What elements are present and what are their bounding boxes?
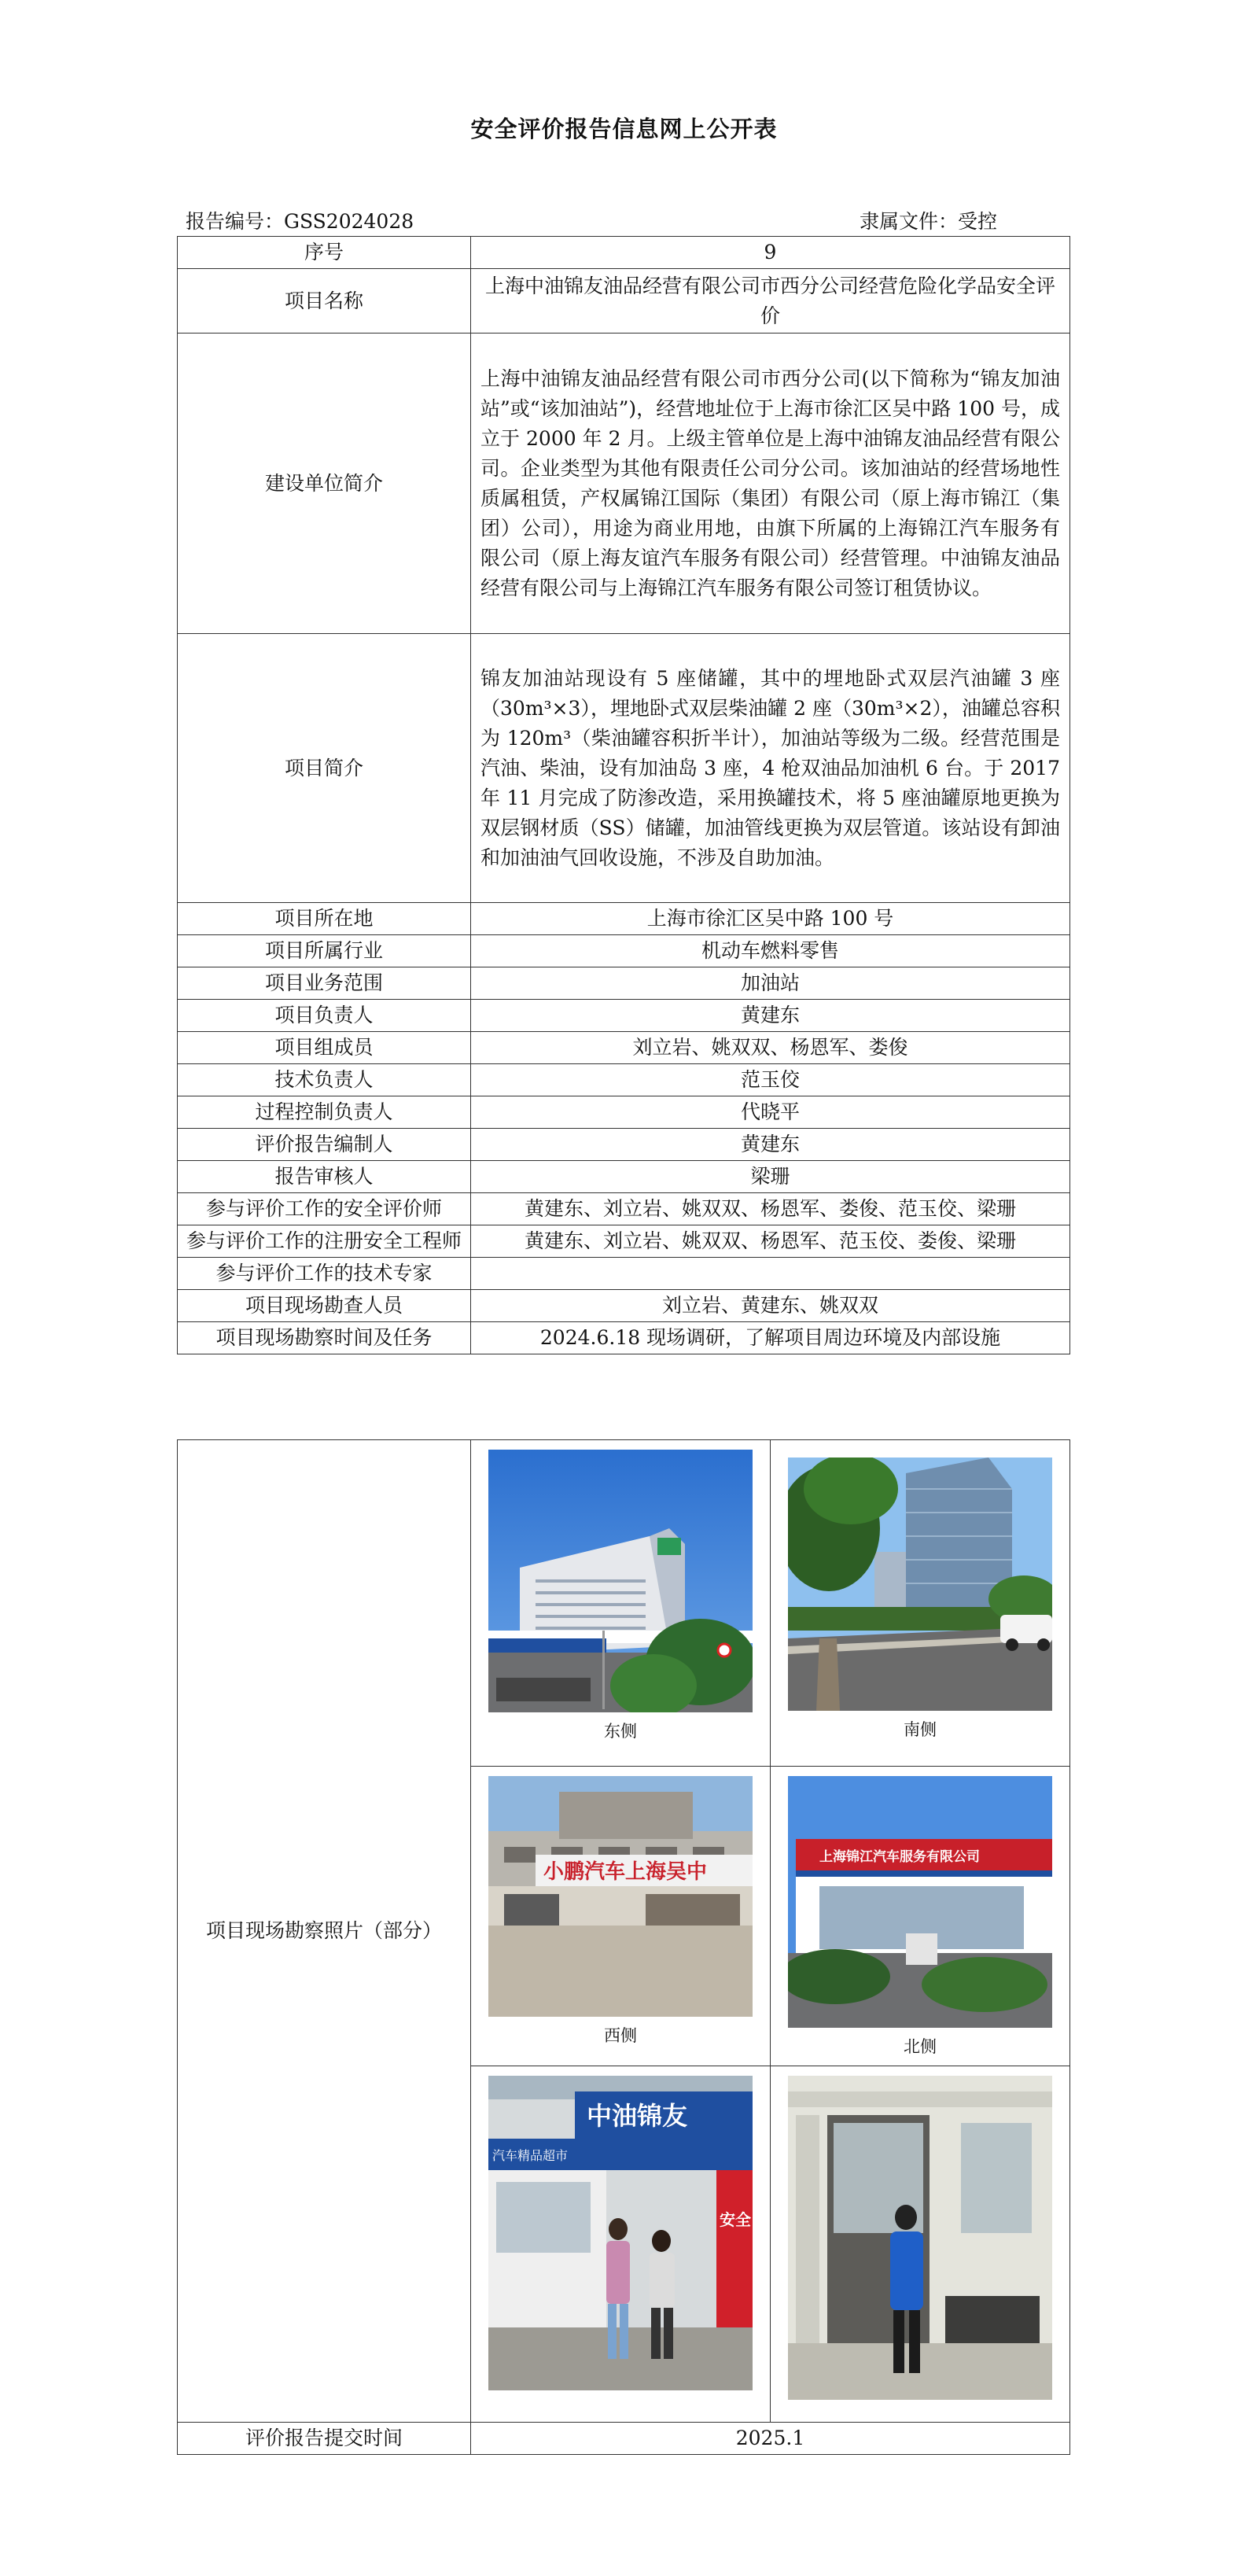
page-title: 安全评价报告信息网上公开表 <box>470 116 778 142</box>
table-row <box>178 1096 1070 1129</box>
west-photo-image <box>488 1776 753 2017</box>
row-label: 评价报告提交时间 <box>178 2423 471 2455</box>
row-value: 机动车燃料零售 <box>471 935 1070 967</box>
row-value: 上海市徐汇区吴中路 100 号 <box>471 903 1070 935</box>
row-label: 项目现场勘察时间及任务 <box>178 1322 471 1354</box>
info-table <box>177 236 1070 1354</box>
safety-sign-text: 安全 <box>720 2210 751 2229</box>
row-value: 2024.6.18 现场调研，了解项目周边环境及内部设施 <box>471 1322 1070 1354</box>
east-photo-image <box>488 1450 753 1712</box>
report-number: 报告编号：GSS2024028 <box>186 210 414 233</box>
row-value: 范玉佼 <box>471 1064 1070 1096</box>
submit-time-value: 2025.1 <box>471 2423 1070 2455</box>
row-value: 加油站 <box>471 967 1070 1000</box>
table-row <box>178 269 1070 334</box>
row-value: 代晓平 <box>471 1096 1070 1129</box>
file-status: 隶属文件：受控 <box>860 210 998 233</box>
row-label: 项目所属行业 <box>178 935 471 967</box>
row-value: 黄建东 <box>471 1129 1070 1161</box>
row-label: 建设单位简介 <box>178 334 471 634</box>
row-label: 序号 <box>178 237 471 269</box>
table-row <box>178 1032 1070 1064</box>
row-value: 黄建东 <box>471 1000 1070 1032</box>
table-row <box>178 1161 1070 1193</box>
row-label: 项目简介 <box>178 634 471 903</box>
north-sign-text: 上海锦江汽车服务有限公司 <box>819 1849 980 1865</box>
row-value: 9 <box>471 237 1070 269</box>
table-row <box>178 1064 1070 1096</box>
north-photo-image <box>788 1776 1052 2028</box>
photo-cell-se <box>771 2066 1070 2423</box>
row-label: 过程控制负责人 <box>178 1096 471 1129</box>
table-row <box>178 2423 1070 2455</box>
table-row <box>178 1322 1070 1354</box>
staff-photo-2 <box>788 2076 1052 2400</box>
row-value: 黄建东、刘立岩、姚双双、杨恩军、娄俊、范玉佼、梁珊 <box>471 1193 1070 1225</box>
row-label: 项目组成员 <box>178 1032 471 1064</box>
photo-table <box>177 1439 1070 2455</box>
photo-row <box>178 1440 1070 1767</box>
table-row <box>178 1258 1070 1290</box>
table-row <box>178 1129 1070 1161</box>
row-label: 技术负责人 <box>178 1064 471 1096</box>
row-label: 项目现场勘查人员 <box>178 1290 471 1322</box>
row-label: 参与评价工作的技术专家 <box>178 1258 471 1290</box>
row-label: 参与评价工作的注册安全工程师 <box>178 1225 471 1258</box>
table-row <box>178 1225 1070 1258</box>
south-photo-image <box>788 1458 1052 1711</box>
project-intro-value: 锦友加油站现设有 5 座储罐，其中的埋地卧式双层汽油罐 3 座（30m³×3），埋地卧式双层柴油罐 2 座（30m³×2），油罐总容积为 120m³（柴油罐容积折半计），加油站等级为二级。经营范围是汽油、柴油，设有加油岛 3 座，4 枪双油品加油机 6 台。于 2017 年 11 月完成了防渗改造，采用换罐技术，将 5 座油罐原地更换为双层钢材质（SS）储罐，加油管线更换为双层管道。该站设有卸油和加油油气回收设施，不涉及自助加油。 <box>471 634 1070 903</box>
photo-caption-east: 东侧 <box>604 1722 637 1741</box>
staff-photo-2-image <box>788 2076 1052 2400</box>
table-row <box>178 903 1070 935</box>
photo-cell-north <box>771 1767 1070 2066</box>
row-label: 参与评价工作的安全评价师 <box>178 1193 471 1225</box>
table-row <box>178 237 1070 269</box>
table-row <box>178 1193 1070 1225</box>
row-label: 项目负责人 <box>178 1000 471 1032</box>
table-row <box>178 935 1070 967</box>
table-row <box>178 967 1070 1000</box>
project-name-value: 上海中油锦友油品经营有限公司市西分公司经营危险化学品安全评价 <box>471 269 1070 334</box>
staff-sign-text: 中油锦友 <box>587 2101 688 2131</box>
photo-caption-north: 北侧 <box>904 2037 937 2056</box>
photo-caption-south: 南侧 <box>904 1720 937 1739</box>
row-label: 项目业务范围 <box>178 967 471 1000</box>
photo-cell-south <box>771 1440 1070 1767</box>
east-photo <box>488 1450 753 1712</box>
row-value: 梁珊 <box>471 1161 1070 1193</box>
table-row <box>178 1000 1070 1032</box>
photo-cell-sw <box>471 2066 771 2423</box>
south-photo <box>788 1458 1052 1711</box>
unit-intro-value: 上海中油锦友油品经营有限公司市西分公司(以下简称为“锦友加油站”或“该加油站”)，经营地址位于上海市徐汇区吴中路 100 号，成立于 2000 年 2 月。上级主管单位是上海中油锦友油品经营有限公司。企业类型为其他有限责任公司分公司。该加油站的经营场地性质属租赁，产权属锦江国际（集团）有限公司（原上海市锦江（集团）公司），用途为商业用地，由旗下所属的上海锦江汽车服务有限公司（原上海友谊汽车服务有限公司）经营管理。中油锦友油品经营有限公司与上海锦江汽车服务有限公司签订租赁协议。 <box>471 334 1070 634</box>
photos-label: 项目现场勘察照片（部分） <box>178 1440 471 2423</box>
table-row <box>178 334 1070 634</box>
table-row <box>178 1290 1070 1322</box>
row-label: 项目名称 <box>178 269 471 334</box>
row-label: 评价报告编制人 <box>178 1129 471 1161</box>
photo-cell-west <box>471 1767 771 2066</box>
north-photo <box>788 1776 1052 2028</box>
row-value: 黄建东、刘立岩、姚双双、杨恩军、范玉佼、娄俊、梁珊 <box>471 1225 1070 1258</box>
west-sign-text: 小鹏汽车上海吴中 <box>543 1860 708 1884</box>
table-row <box>178 634 1070 903</box>
row-value: 刘立岩、黄建东、姚双双 <box>471 1290 1070 1322</box>
staff-photo-1-image <box>488 2076 753 2390</box>
row-value <box>471 1258 1070 1290</box>
shop-sign-text: 汽车精品超市 <box>492 2148 569 2163</box>
row-label: 项目所在地 <box>178 903 471 935</box>
west-photo <box>488 1776 753 2017</box>
row-value: 刘立岩、姚双双、杨恩军、娄俊 <box>471 1032 1070 1064</box>
row-label: 报告审核人 <box>178 1161 471 1193</box>
photo-caption-west: 西侧 <box>604 2026 637 2045</box>
staff-photo-1 <box>488 2076 753 2390</box>
photo-cell-east <box>471 1440 771 1767</box>
